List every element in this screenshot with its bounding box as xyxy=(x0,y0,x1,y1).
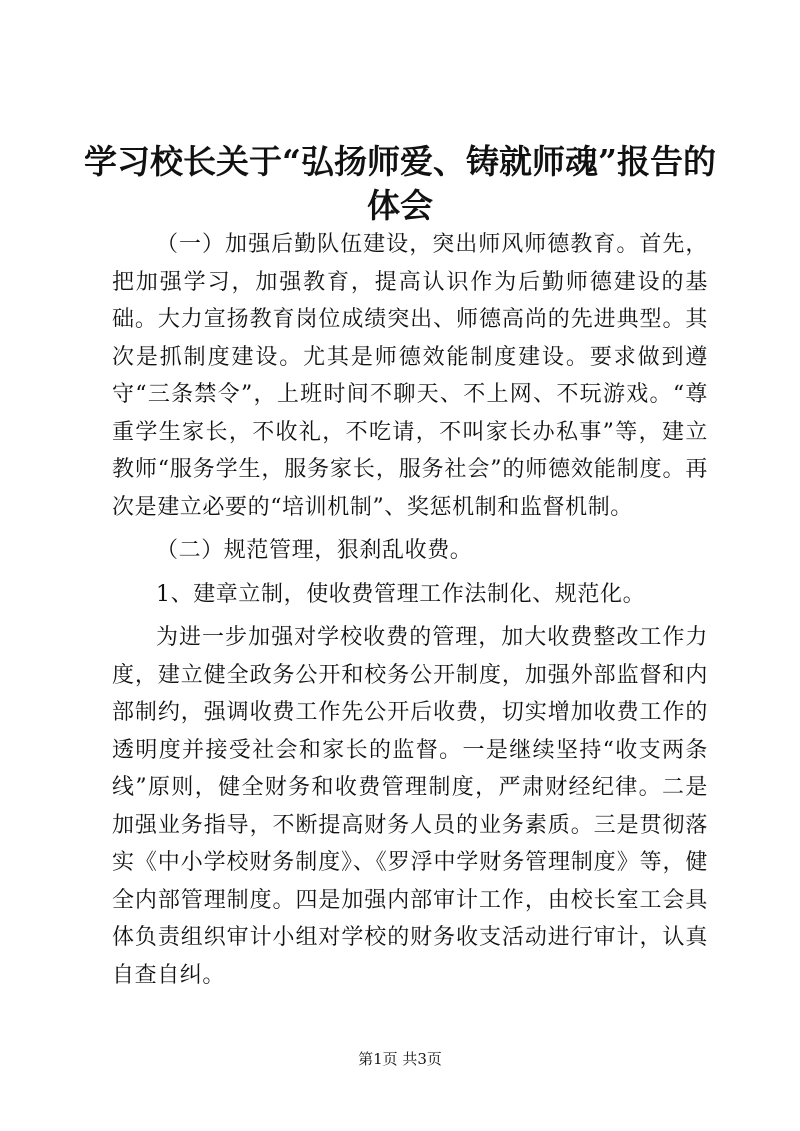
paragraph-1: （一）加强后勤队伍建设，突出师风师德教育。首先，把加强学习，加强教育，提高认识作为后勤师德建设的基础。大力宣扬教育岗位成绩突出、师德高尚的先进典型。其次是抓制度建设。尤其是师德效能制度建设。要求做到遵守“三条禁令”，上班时间不聊天、不上网、不玩游戏。“尊重学生家长，不收礼，不吃请，不叫家长办私事”等，建立教师“服务学生，服务家长，服务社会”的师德效能制度。再次是建立必要的“培训机制”、奖惩机制和监督机制。 xyxy=(112,232,708,520)
document-title: 学习校长关于“弘扬师爱、铸就师魂”报告的体会 xyxy=(84,142,716,225)
paragraph-2: （二）规范管理，狠刹乱收费。 xyxy=(156,538,473,563)
paragraph-3: 1、建章立制，使收费管理工作法制化、规范化。 xyxy=(156,581,646,607)
document-body xyxy=(112,226,708,1000)
paragraph-4: 为进一步加强对学校收费的管理，加大收费整改工作力度，建立健全政务公开和校务公开制度，加强外部监督和内部制约，强调收费工作先公开后收费，切实增加收费工作的透明度并接受社会和家长的监督。一是继续坚持“收支两条线”原则，健全财务和收费管理制度，严肃财经纪律。二是加强业务指导，不断提高财务人员的业务素质。三是贯彻落实《中小学校财务制度》、《罗浮中学财务管理制度》等，健全内部管理制度。四是加强内部审计工作，由校长室工会具体负责组织审计小组对学校的财务收支活动进行审计，认真自查自纠。 xyxy=(112,625,708,988)
page-footer: 第1页 共3页 xyxy=(358,1050,442,1068)
